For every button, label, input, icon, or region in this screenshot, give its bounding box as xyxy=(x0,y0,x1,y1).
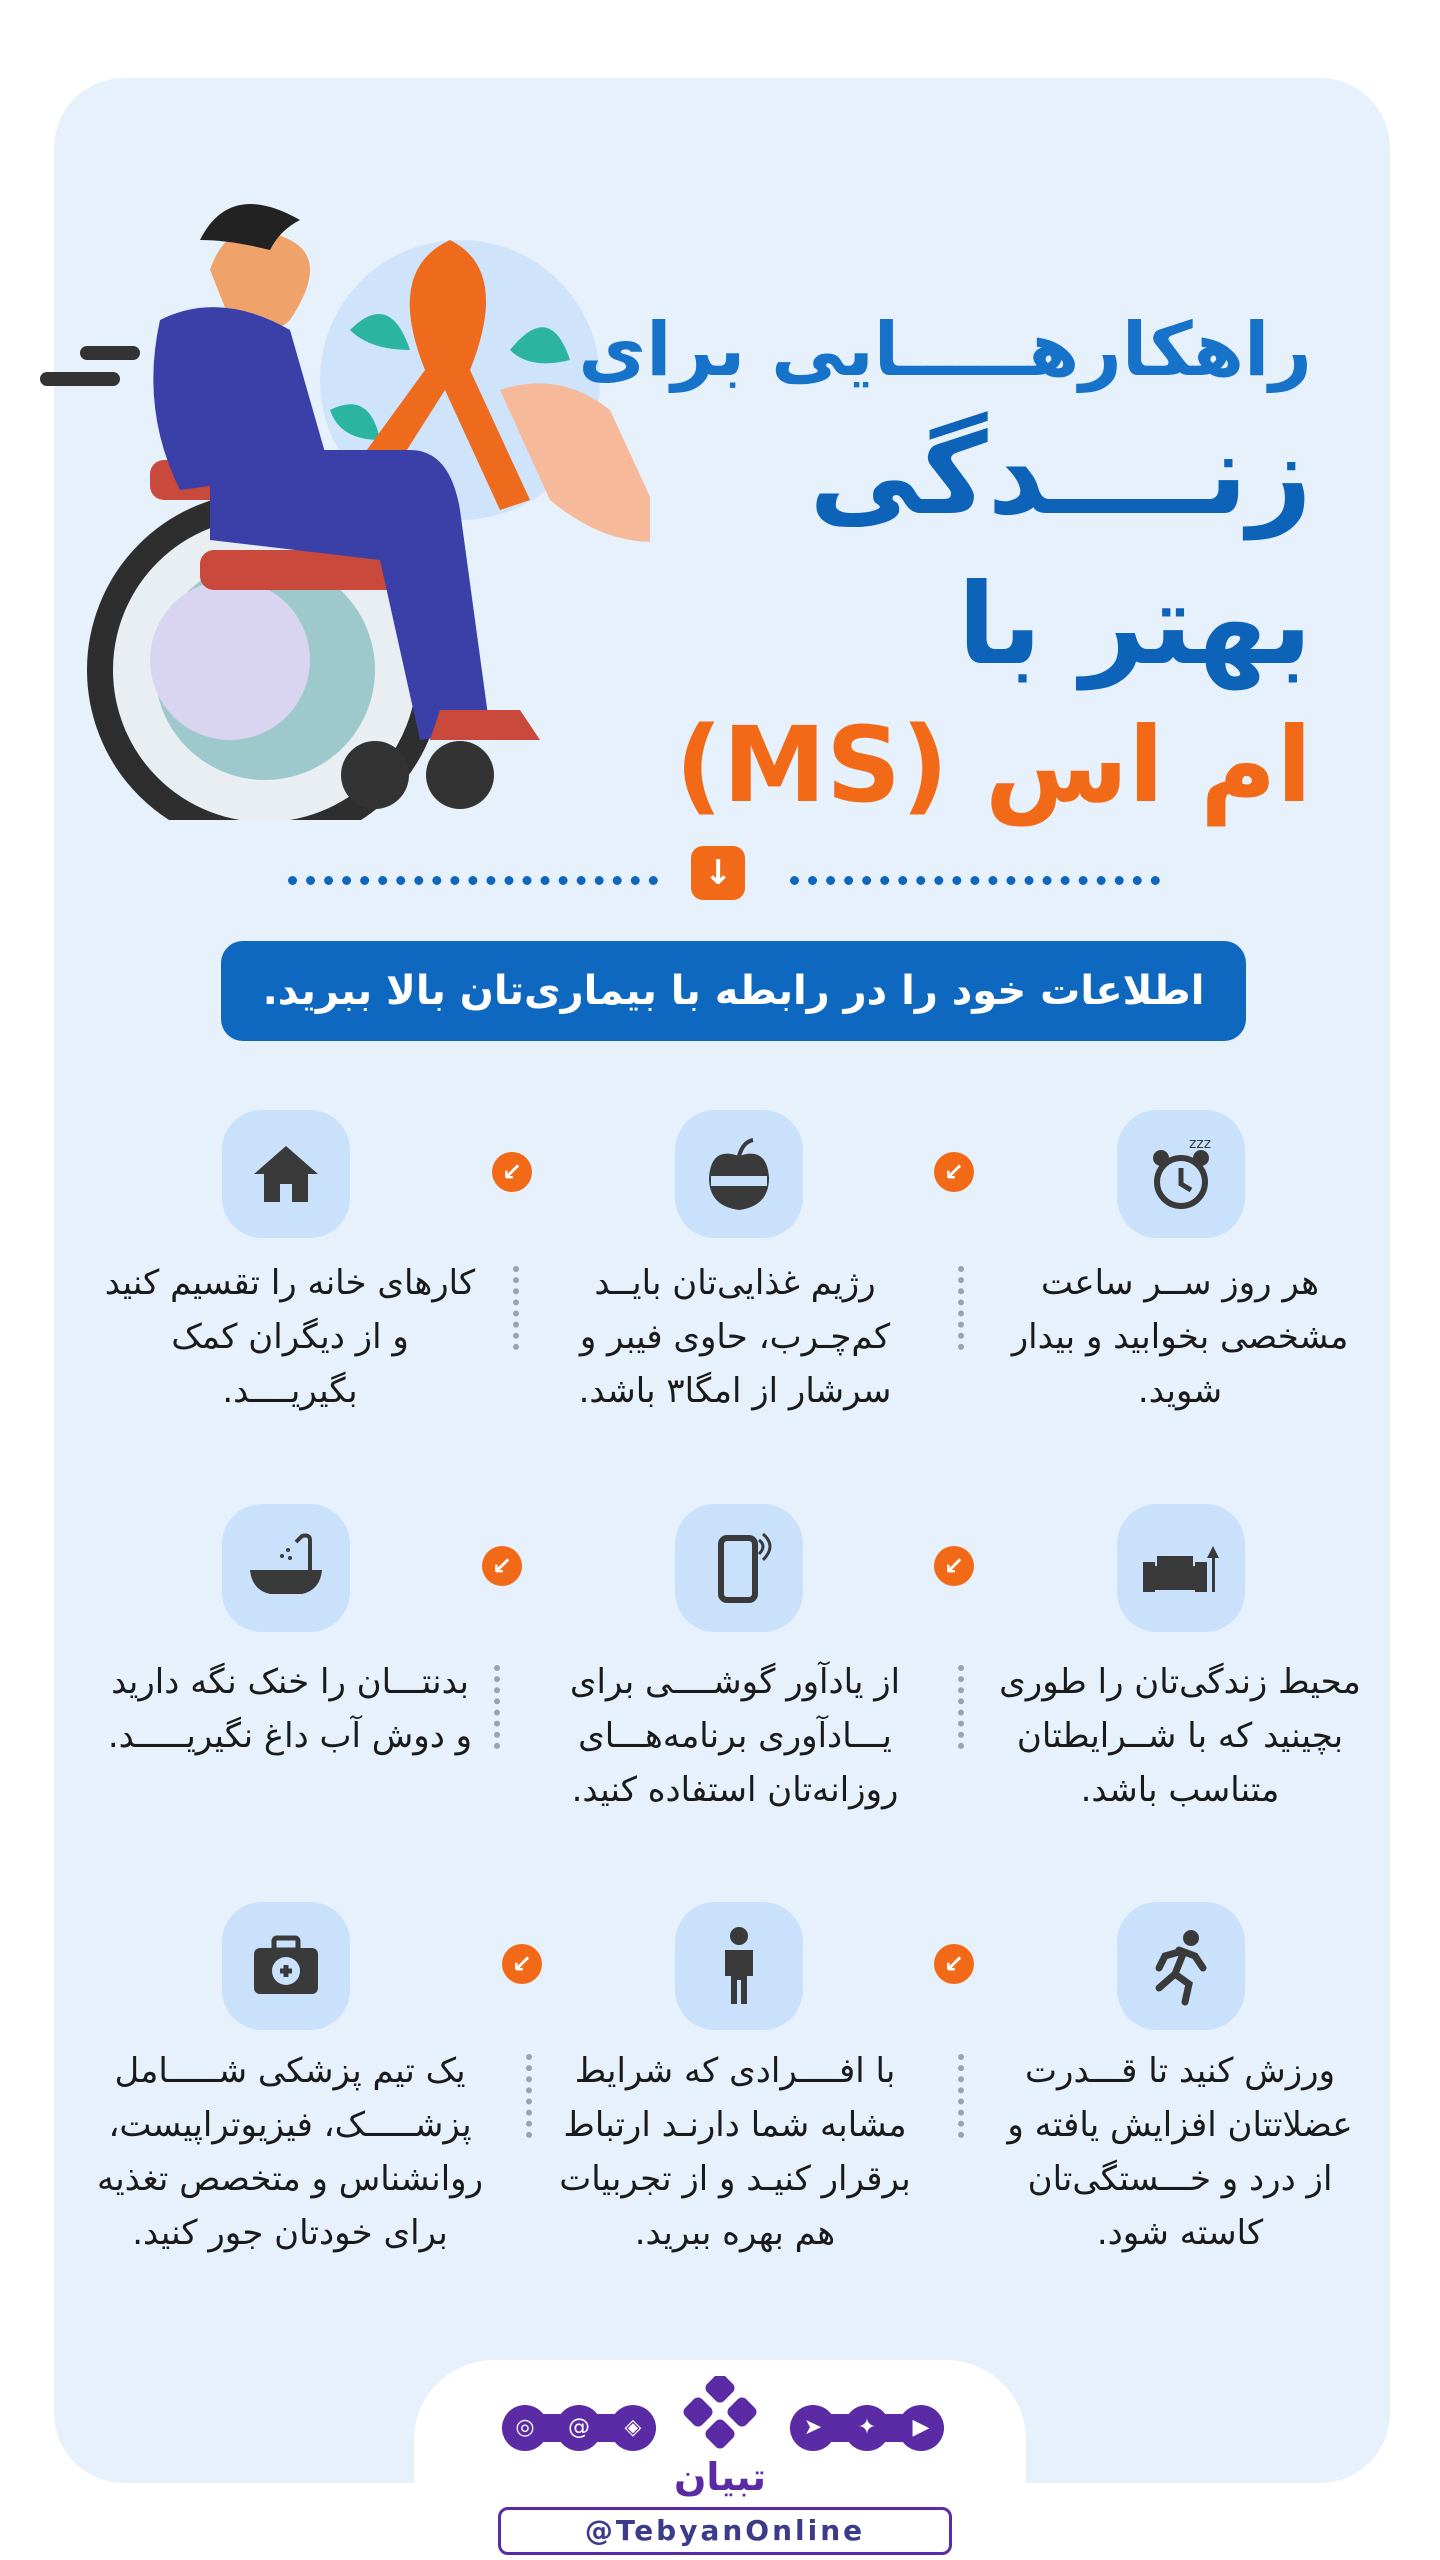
tebyan-logo xyxy=(680,2376,760,2452)
tip-text-6: بدنتـــان را خنک نگه دارید و دوش آب داغ نگیریـــــد. xyxy=(107,1662,473,1756)
smartphone-icon xyxy=(675,1504,803,1632)
svg-text:zzz: zzz xyxy=(1189,1136,1212,1152)
twitter-icon[interactable]: ✦ xyxy=(844,2405,890,2451)
social-handle[interactable]: @TebyanOnline xyxy=(498,2507,952,2555)
divider-dots-right xyxy=(790,876,1160,885)
title-line-2: زنــــدگی بهتر با xyxy=(809,410,1312,690)
separator-dots xyxy=(958,1665,964,1749)
tip-text-3: کارهای خانه را تقسیم کنید و از دیگران کمک بگیریــــد. xyxy=(104,1263,476,1411)
arrow-badge-icon: ↙ xyxy=(482,1546,522,1586)
separator-dots xyxy=(494,1665,500,1749)
apple-diet-icon xyxy=(675,1110,803,1238)
running-person-icon xyxy=(1117,1902,1245,2030)
page-title xyxy=(552,300,1312,830)
separator-dots xyxy=(513,1266,519,1350)
bathtub-shower-icon xyxy=(222,1504,350,1632)
home-icon xyxy=(222,1110,350,1238)
tip-text-5: از یادآور گوشــــی برای یـــادآوری برنامه‌هـــای روزانه‌تان استفاده کنید. xyxy=(569,1662,901,1810)
aparat-icon[interactable]: ▶ xyxy=(898,2405,944,2451)
arrow-badge-icon: ↙ xyxy=(502,1944,542,1984)
tip-text-7: ورزش کنید تا قـــدرت عضلاتتان افزایش یافته و از درد و خـــستگی‌تان کاسته شود. xyxy=(1007,2051,1353,2253)
tip-text-8: با افــــرادی که شرایط مشابه شما دارنـد ارتباط برقرار کنیـد و از تجربیات هم بهره ببرید. xyxy=(559,2051,911,2253)
medical-kit-icon xyxy=(222,1902,350,2030)
info-banner: اطلاعات خود را در رابطه با بیماری‌تان بالا ببرید. xyxy=(221,941,1246,1041)
divider-dots-left xyxy=(288,876,658,885)
rubika-icon[interactable]: ◈ xyxy=(610,2405,656,2451)
tip-text-9: یک تیم پزشکی شـــــامل پزشـــــک، فیزیوتراپیست، روانشناس و متخصص تغذیه برای خودتان جور کنید. xyxy=(96,2051,483,2253)
title-line-3: ام اس (MS) xyxy=(675,704,1312,826)
sofa-lamp-icon xyxy=(1117,1504,1245,1632)
title-line-1: راهکارهـــــایی برای xyxy=(578,307,1312,393)
separator-dots xyxy=(958,2054,964,2138)
telegram-icon[interactable]: ➤ xyxy=(790,2405,836,2451)
tip-text-2: رژیم غذایی‌تان بایــد کم‌چـرب، حاوی فیبر و سرشار از امگا۳ باشد. xyxy=(578,1263,892,1411)
person-icon xyxy=(675,1902,803,2030)
tip-text-4: محیط زندگی‌تان را طوری بچینید که با شــرایطتان متناسب باشد. xyxy=(999,1662,1361,1810)
separator-dots xyxy=(526,2054,532,2138)
arrow-badge-icon: ↙ xyxy=(492,1152,532,1192)
instagram-icon[interactable]: ◎ xyxy=(502,2405,548,2451)
arrow-badge-icon: ↙ xyxy=(934,1152,974,1192)
brand-name: تبیان xyxy=(674,2455,766,2499)
down-arrow-icon: ↓ xyxy=(691,846,745,900)
alarm-clock-icon xyxy=(1117,1110,1245,1238)
email-icon[interactable]: @ xyxy=(556,2405,602,2451)
arrow-badge-icon: ↙ xyxy=(934,1546,974,1586)
arrow-badge-icon: ↙ xyxy=(934,1944,974,1984)
separator-dots xyxy=(958,1266,964,1350)
tip-text-1: هر روز ســر ساعت مشخصی بخوابید و بیدار شوید. xyxy=(1011,1263,1349,1411)
